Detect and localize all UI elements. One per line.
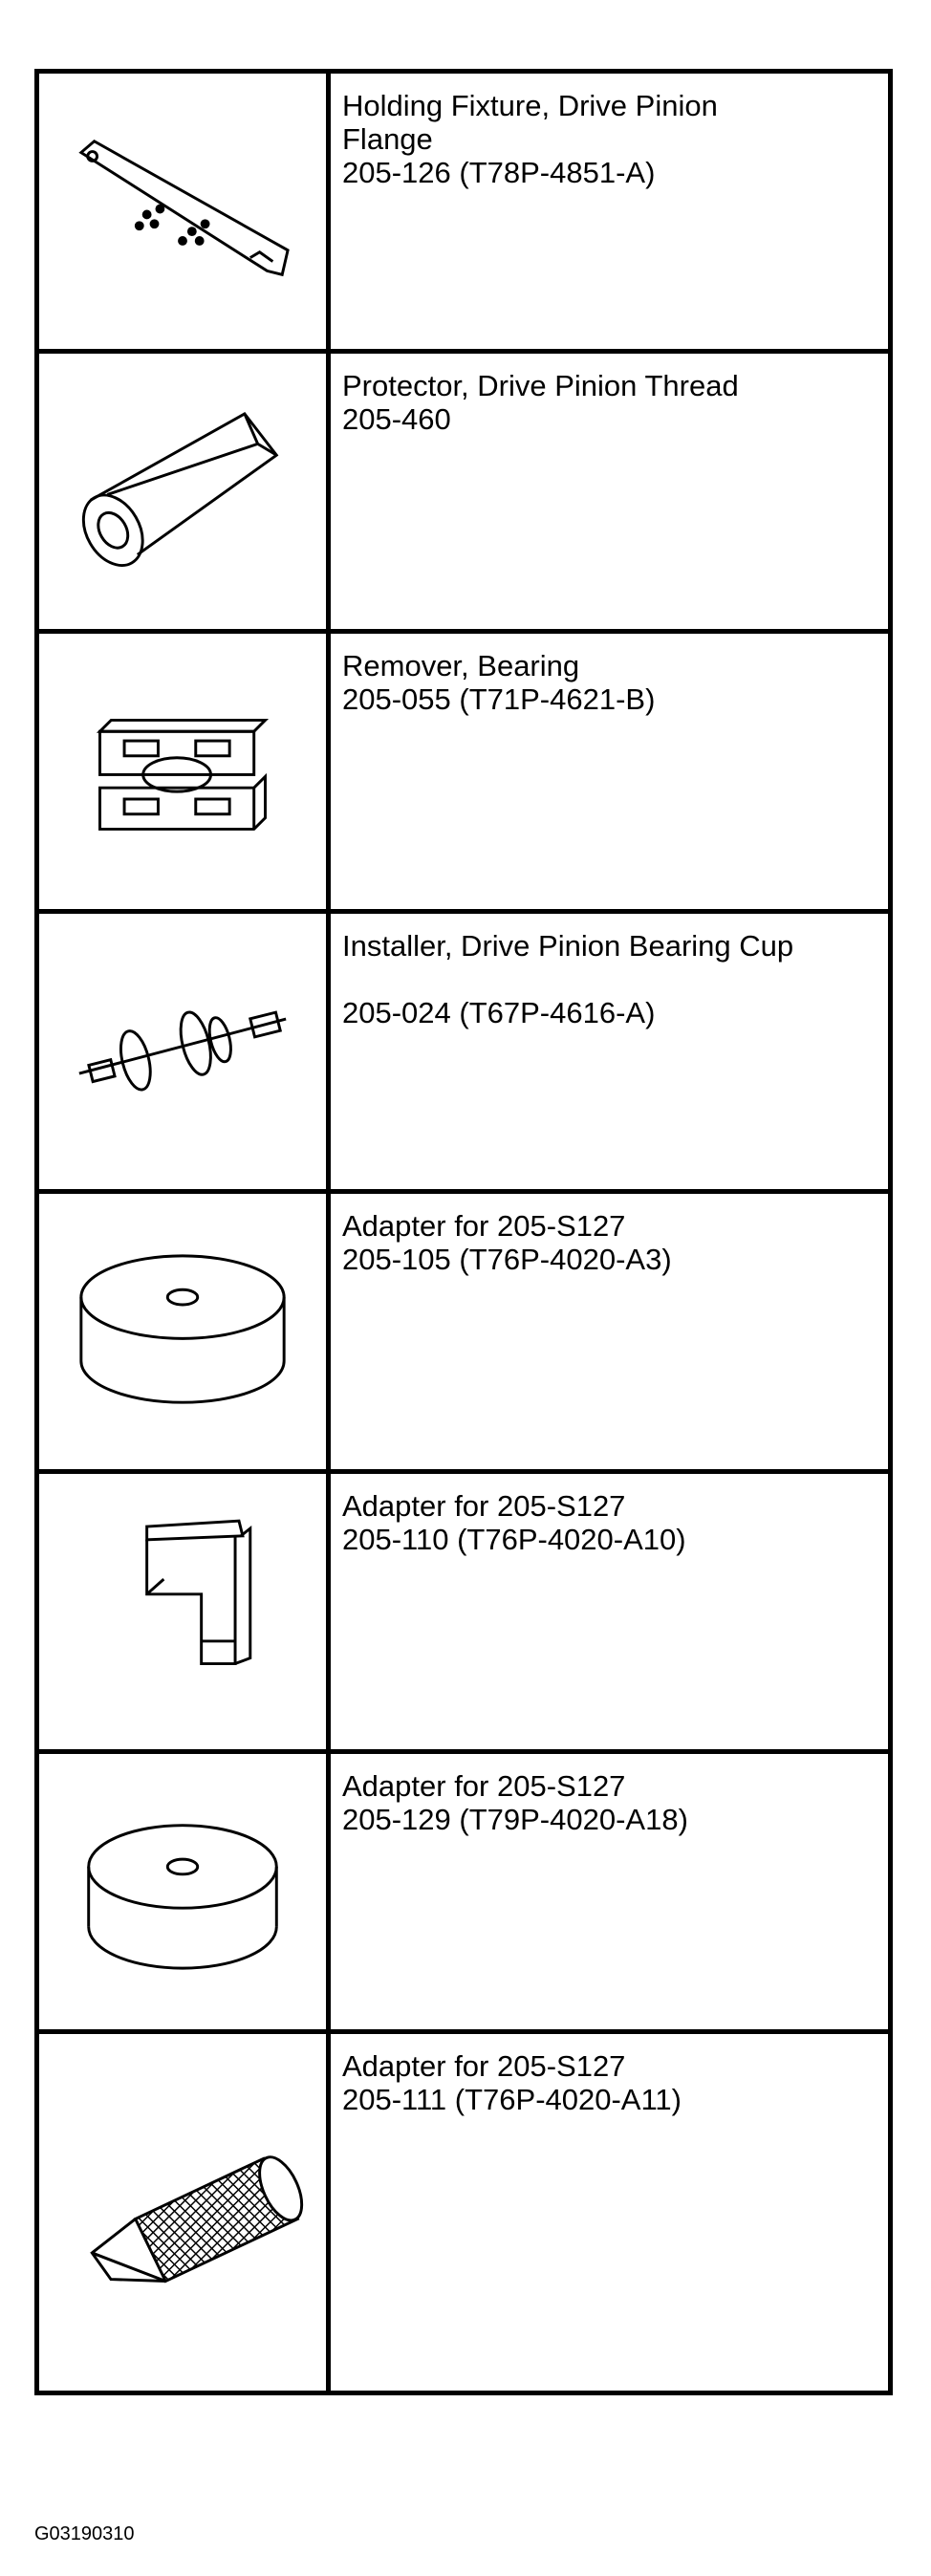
knurled-pilot-adapter-illustration — [39, 2034, 326, 2391]
tool-illustration-cell — [37, 1752, 329, 2032]
tool-number: 205-024 (T67P-4616-A) — [342, 996, 656, 1029]
table-row — [37, 2032, 891, 2393]
tool-illustration-cell — [37, 1472, 329, 1752]
tool-name: Adapter for 205-S127 — [342, 2049, 626, 2083]
tool-name: Adapter for 205-S127 — [342, 1209, 626, 1243]
tool-description-cell — [329, 912, 891, 1192]
tool-name: Remover, Bearing — [342, 649, 580, 682]
tool-number: 205-105 (T76P-4020-A3) — [342, 1243, 672, 1276]
table-row — [37, 72, 891, 352]
holding-fixture-illustration — [39, 74, 326, 349]
tool-description-cell — [329, 1472, 891, 1752]
tool-number: 205-111 (T76P-4020-A11) — [342, 2083, 682, 2116]
table-row — [37, 912, 891, 1192]
thread-protector-illustration — [39, 354, 326, 629]
tool-illustration-cell — [37, 72, 329, 352]
table-row — [37, 632, 891, 912]
bearing-cup-installer-illustration — [39, 914, 326, 1189]
tool-name: Protector, Drive Pinion Thread — [342, 369, 739, 402]
tool-name — [342, 963, 877, 996]
tool-name: Flange — [342, 122, 433, 156]
table-row — [37, 1192, 891, 1472]
tool-description-cell — [329, 1192, 891, 1472]
tool-description-cell — [329, 352, 891, 632]
tool-number: 205-110 (T76P-4020-A10) — [342, 1523, 686, 1556]
tool-name: Adapter for 205-S127 — [342, 1489, 626, 1523]
figure-id: G03190310 — [34, 2523, 135, 2544]
tool-description-cell — [329, 2032, 891, 2393]
tool-description-cell — [329, 72, 891, 352]
tool-name: Adapter for 205-S127 — [342, 1769, 626, 1803]
tool-illustration-cell — [37, 2032, 329, 2393]
tool-name: Installer, Drive Pinion Bearing Cup — [342, 929, 794, 963]
bearing-remover-illustration — [39, 634, 326, 909]
tool-description-cell — [329, 1752, 891, 2032]
tool-illustration-cell — [37, 352, 329, 632]
tool-description-cell — [329, 632, 891, 912]
tool-number: 205-055 (T71P-4621-B) — [342, 682, 656, 716]
table-row — [37, 1752, 891, 2032]
tool-number: 205-460 — [342, 402, 451, 436]
l-block-adapter-illustration — [39, 1474, 326, 1749]
tool-illustration-cell — [37, 1192, 329, 1472]
tool-number: 205-129 (T79P-4020-A18) — [342, 1803, 688, 1836]
table-row — [37, 352, 891, 632]
tool-illustration-cell — [37, 632, 329, 912]
tool-number: 205-126 (T78P-4851-A) — [342, 156, 656, 189]
special-tools-table — [34, 69, 893, 2395]
round-adapter-illustration — [39, 1194, 326, 1469]
round-adapter-illustration — [39, 1754, 326, 2029]
tool-name: Holding Fixture, Drive Pinion — [342, 89, 718, 122]
tool-illustration-cell — [37, 912, 329, 1192]
table-row — [37, 1472, 891, 1752]
